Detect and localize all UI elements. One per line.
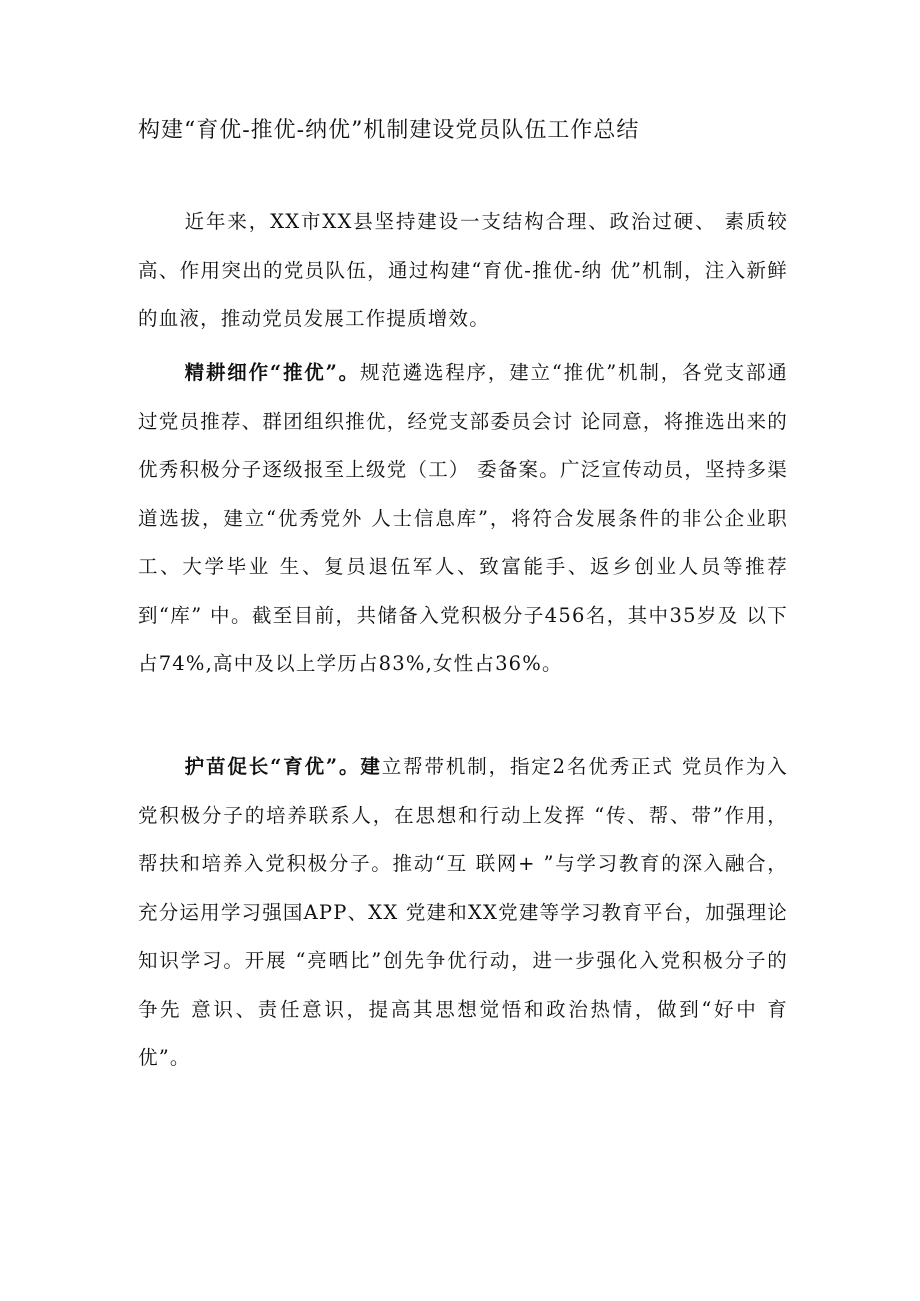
section-cultivate-body: 立帮带机制，指定2名优秀正式 党员作为入党积极分子的培养联系人，在思想和行动上发挥 “传、帮、带”作用，帮扶和培养入党积极分子。推动“互 联网+ ”与学习教育的深入融合，充分运用学习强国APP、XX 党建和XX党建等学习教育平台，加强理论知识学习。开展 “亮晒比”创先争优行动，进一步强化入党积极分子的争先 意识、责任意识，提高其思想觉悟和政治热情，做到“好中 育优”。 [138,755,788,1069]
section-recommend-body: 规范遴选程序，建立“推优”机制，各党支部通过党员推荐、群团组织推优，经党支部委员会讨 论同意，将推选出来的优秀积极分子逐级报至上级党（工） 委备案。广泛宣传动员，坚持多渠道选拔，建立“优秀党外 人士信息库”，将符合发展条件的非公企业职工、大学毕业 生、复员退伍军人、致富能手、返乡创业人员等推荐到“库” 中。截至目前，共储备入党积极分子456名，其中35岁及 以下占74%,高中及以上学历占83%,女性占36%。 [138,361,789,675]
intro-paragraph [138,198,788,344]
document-title: 构建“育优-推优-纳优”机制建设党员队伍工作总结 [138,118,640,143]
section-recommend-paragraph [138,349,788,689]
section-cultivate-heading: 护苗促长“育优”。建 [184,755,382,778]
section-cultivate-paragraph [138,743,788,1083]
section-recommend-heading: 精耕细作“推优”。 [184,361,360,384]
intro-text: 近年来，XX市XX县坚持建设一支结构合理、政治过硬、 素质较高、作用突出的党员队伍，通过构建“育优-推优-纳 优”机制，注入新鲜的血液，推动党员发展工作提质增效。 [138,210,788,330]
